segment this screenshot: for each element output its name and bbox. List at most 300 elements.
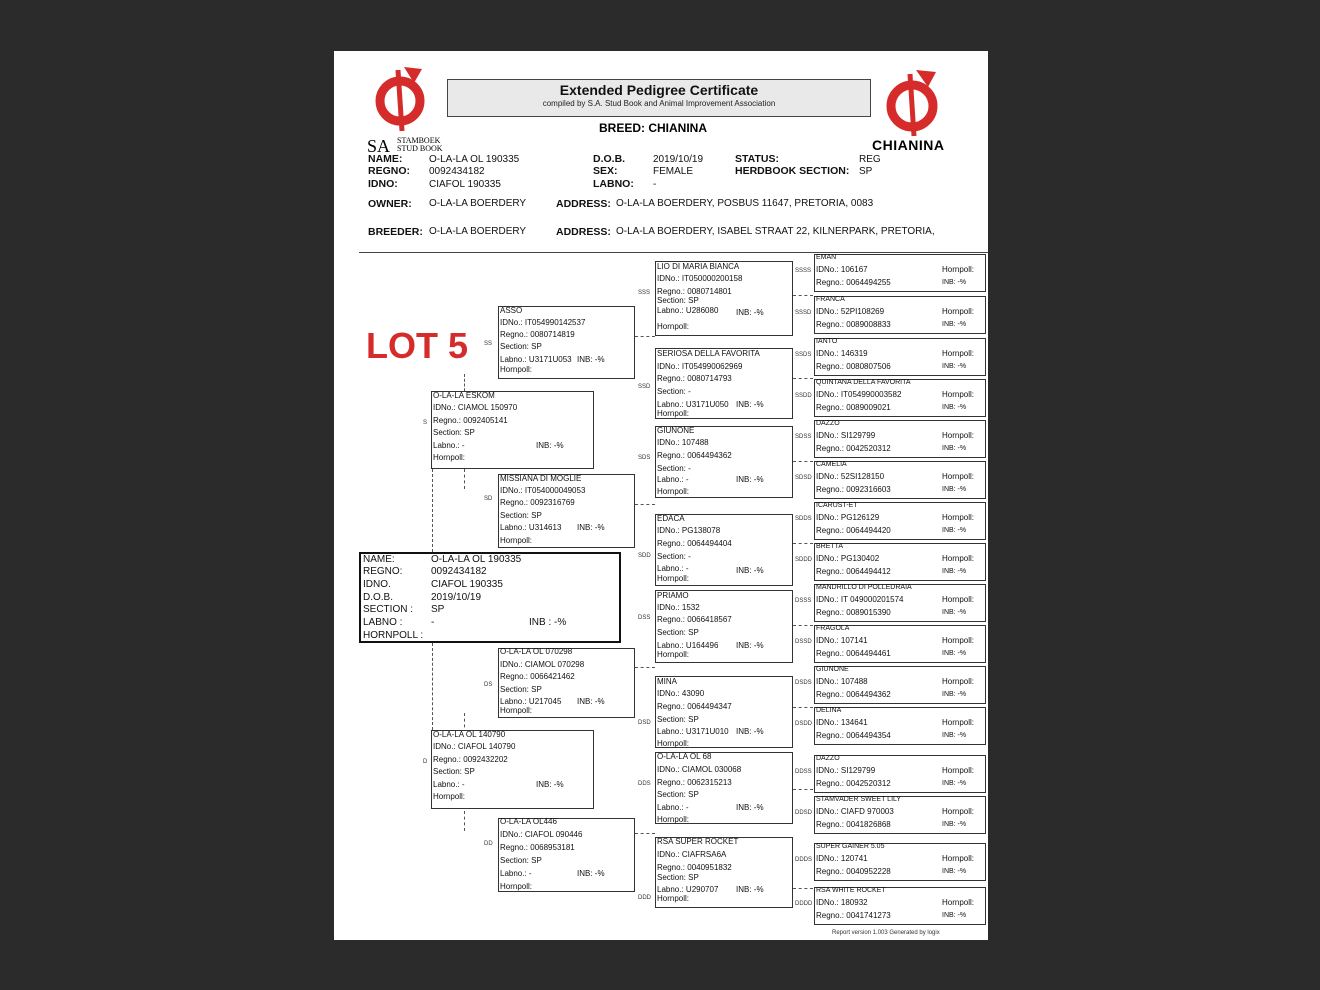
animal-hornpoll: Hornpoll: (657, 487, 690, 496)
animal-section: Section: SP (657, 628, 699, 637)
lineage-code: DDSS (795, 769, 812, 775)
pedigree-box-ddsd (814, 796, 986, 834)
animal-hornpoll: Hornpoll: (500, 365, 533, 374)
animal-hornpoll: Hornpoll: (942, 636, 975, 645)
animal-inb: INB: -% (942, 445, 967, 452)
animal-idno: IDNo.: 107488 (657, 438, 709, 447)
animal-regno: Regno.: 0068953181 (500, 843, 575, 852)
animal-idno: IDNo.: CIAMOL 150970 (433, 403, 518, 412)
animal-labno: Labno.: U286080 (657, 306, 719, 315)
idno-value: CIAFOL 190335 (429, 179, 501, 190)
animal-section: Section: SP (433, 767, 475, 776)
sa-logo-line2: STUD BOOK (397, 144, 443, 153)
connector (793, 707, 813, 708)
subject-animal-box (359, 552, 621, 643)
lineage-code: DDS (638, 781, 651, 787)
animal-idno: IDNo.: PG130402 (816, 554, 880, 563)
animal-idno: IDNo.: SI129799 (816, 766, 876, 775)
animal-name: ASSO (500, 306, 523, 315)
lot-label: LOT 5 (366, 325, 469, 366)
animal-inb: INB: -% (736, 475, 764, 484)
connector (635, 833, 655, 834)
subject-inb: INB : -% (529, 617, 567, 628)
animal-labno: Labno.: - (500, 869, 532, 878)
animal-hornpoll: Hornpoll: (942, 854, 975, 863)
subject-labno: - (431, 617, 435, 628)
animal-idno: IDNo.: PG126129 (816, 513, 880, 522)
animal-labno: Labno.: U3171U053 (500, 355, 572, 364)
lineage-code: SSD (638, 384, 651, 390)
lineage-code: SSS (638, 290, 651, 296)
animal-hornpoll: Hornpoll: (942, 265, 975, 274)
animal-name: STAMVADER SWEET LILY (816, 796, 902, 803)
animal-regno: Regno.: 0064494362 (657, 451, 732, 460)
animal-labno: Labno.: - (433, 780, 465, 789)
animal-inb: INB: -% (942, 321, 967, 328)
animal-inb: INB: -% (736, 727, 764, 736)
animal-inb: INB: -% (942, 821, 967, 828)
connector (793, 295, 813, 296)
lineage-code: SS (484, 341, 493, 347)
animal-inb: INB: -% (736, 308, 764, 317)
animal-name: RSA SUPER ROCKET (657, 837, 739, 846)
animal-regno: Regno.: 0040952228 (816, 867, 891, 876)
animal-regno: Regno.: 0064494420 (816, 526, 891, 535)
lineage-code: DDD (638, 895, 651, 901)
connector (432, 643, 433, 730)
animal-idno: IDNo.: CIAFD 970003 (816, 807, 894, 816)
name-label: NAME: (368, 153, 403, 165)
animal-idno: IDNo.: 107488 (816, 677, 868, 686)
animal-regno: Regno.: 0064494354 (816, 731, 891, 740)
subject-section: SP (431, 604, 445, 615)
animal-name: DAZZO (816, 755, 840, 762)
labno-value: - (653, 179, 657, 190)
animal-labno: Labno.: U3171U050 (657, 400, 729, 409)
pedigree-box-d (431, 730, 594, 809)
animal-hornpoll: Hornpoll: (500, 706, 533, 715)
lineage-code: SDS (638, 455, 651, 461)
animal-section: Section: - (657, 387, 691, 396)
pedigree-box-ssd (655, 348, 793, 419)
breeder-label: BREEDER: (368, 226, 423, 238)
animal-regno: Regno.: 0089015390 (816, 608, 891, 617)
connector (635, 504, 655, 505)
lineage-code: DSD (638, 720, 651, 726)
lineage-code: SDSS (795, 434, 812, 440)
lineage-code: DSSD (795, 639, 812, 645)
lineage-code: SDD (638, 553, 651, 559)
lineage-code: DSS (638, 615, 651, 621)
animal-inb: INB: -% (736, 566, 764, 575)
lineage-code: DDDD (795, 901, 813, 907)
animal-name: GIUNONE (816, 666, 849, 673)
animal-section: Section: SP (657, 790, 699, 799)
subject-labno-label: LABNO : (363, 617, 403, 628)
animal-name: FRAGOLA (816, 625, 850, 632)
pedigree-box-ssds (814, 338, 986, 376)
animal-hornpoll: Hornpoll: (942, 349, 975, 358)
animal-regno: Regno.: 0080807506 (816, 362, 891, 371)
animal-hornpoll: Hornpoll: (657, 894, 690, 903)
animal-inb: INB: -% (577, 355, 605, 364)
animal-regno: Regno.: 0064494362 (816, 690, 891, 699)
animal-idno: IDNo.: 107141 (816, 636, 868, 645)
herdbook-label: HERDBOOK SECTION: (735, 165, 850, 177)
animal-idno: IDNo.: IT054990062969 (657, 362, 743, 371)
animal-hornpoll: Hornpoll: (657, 409, 690, 418)
lineage-code: SSDS (795, 352, 812, 358)
animal-idno: IDNo.: CIAFOL 140790 (433, 742, 516, 751)
animal-inb: INB: -% (942, 912, 967, 919)
header-divider (359, 252, 988, 253)
connector (635, 336, 655, 337)
animal-regno: Regno.: 0080714819 (500, 330, 575, 339)
animal-name: SUPER GAINER 5.05 (816, 843, 885, 850)
breeder-address-label: ADDRESS: (556, 226, 611, 238)
animal-name: DAZZO (816, 420, 840, 427)
animal-name: CAMELIA (816, 461, 847, 468)
chianina-logo-name: CHIANINA (872, 137, 945, 153)
animal-inb: INB: -% (736, 885, 764, 894)
animal-regno: Regno.: 0042520312 (816, 444, 891, 453)
animal-section: Section: SP (500, 685, 542, 694)
animal-idno: IDNo.: IT054990003582 (816, 390, 902, 399)
animal-regno: Regno.: 0040951832 (657, 863, 732, 872)
animal-inb: INB: -% (942, 780, 967, 787)
connector (793, 625, 813, 626)
animal-hornpoll: Hornpoll: (500, 536, 533, 545)
breeder-address-value: O-LA-LA BOERDERY, ISABEL STRAAT 22, KILNERPARK, PRETORIA, (616, 226, 935, 237)
animal-name: MANDRILLO DI POLLEDRAIA (816, 584, 912, 591)
report-footer: Report version 1.003 Generated by logix (832, 930, 940, 936)
animal-idno: IDNo.: CIAFOL 090446 (500, 830, 583, 839)
connector (464, 811, 465, 831)
subject-idno: CIAFOL 190335 (431, 579, 503, 590)
dob-value: 2019/10/19 (653, 154, 704, 165)
animal-hornpoll: Hornpoll: (942, 513, 975, 522)
animal-regno: Regno.: 0064494461 (816, 649, 891, 658)
connector (793, 888, 813, 889)
lineage-code: DS (484, 682, 493, 688)
animal-idno: IDNo.: CIAMOL 070298 (500, 660, 585, 669)
regno-label: REGNO: (368, 165, 410, 177)
animal-hornpoll: Hornpoll: (657, 574, 690, 583)
animal-name: MINA (657, 677, 677, 686)
connector (793, 461, 813, 462)
pedigree-box-sd (498, 474, 635, 548)
animal-hornpoll: Hornpoll: (433, 792, 466, 801)
pedigree-box-sdds (814, 502, 986, 540)
animal-labno: Labno.: U217045 (500, 697, 562, 706)
animal-regno: Regno.: 0089009021 (816, 403, 891, 412)
pedigree-box-s (431, 391, 594, 469)
subject-name: O-LA-LA OL 190335 (431, 554, 522, 565)
animal-idno: IDNo.: IT 049000201574 (816, 595, 904, 604)
sa-logo-abbr: SA (367, 136, 391, 156)
lineage-code: SSSD (795, 310, 812, 316)
animal-idno: IDNo.: 43090 (657, 689, 705, 698)
animal-name: O-LA-LA ESKOM (433, 391, 495, 400)
animal-inb: INB: -% (942, 568, 967, 575)
animal-section: Section: SP (657, 296, 699, 305)
animal-hornpoll: Hornpoll: (500, 882, 533, 891)
animal-labno: Labno.: U314613 (500, 523, 562, 532)
animal-hornpoll: Hornpoll: (657, 815, 690, 824)
subject-dob-label: D.O.B. (363, 592, 394, 603)
lineage-code: S (423, 420, 428, 426)
idno-label: IDNO: (368, 178, 398, 190)
pedigree-box-sds (655, 426, 793, 498)
animal-inb: INB: -% (942, 732, 967, 739)
pedigree-box-dsdd (814, 707, 986, 745)
animal-inb: INB: -% (942, 609, 967, 616)
animal-hornpoll: Hornpoll: (657, 739, 690, 748)
animal-regno: Regno.: 0064494255 (816, 278, 891, 287)
name-value: O-LA-LA OL 190335 (429, 154, 520, 165)
animal-section: Section: SP (500, 856, 542, 865)
connector (793, 789, 813, 790)
connector (793, 543, 813, 544)
pedigree-box-sssd (814, 296, 986, 334)
animal-name: ICARUST-ET (816, 502, 858, 509)
owner-address-label: ADDRESS: (556, 198, 611, 210)
animal-name: MISSIANA DI MOGLIE (500, 474, 582, 483)
animal-inb: INB: -% (942, 691, 967, 698)
pedigree-box-sdd (655, 514, 793, 586)
sa-logo-line1: STAMBOEK (397, 136, 441, 145)
status-label: STATUS: (735, 153, 779, 165)
animal-labno: Labno.: U3171U010 (657, 727, 729, 736)
animal-section: Section: SP (500, 511, 542, 520)
animal-section: Section: SP (500, 342, 542, 351)
animal-inb: INB: -% (736, 803, 764, 812)
owner-address-value: O-LA-LA BOERDERY, POSBUS 11647, PRETORIA, 0083 (616, 198, 874, 209)
animal-labno: Labno.: - (433, 441, 465, 450)
animal-name: EMAN (816, 254, 837, 261)
owner-value: O-LA-LA BOERDERY (429, 198, 527, 209)
animal-name: LIO DI MARIA BIANCA (657, 262, 740, 271)
animal-inb: INB: -% (942, 404, 967, 411)
animal-hornpoll: Hornpoll: (657, 322, 690, 331)
animal-name: BRETTA (816, 543, 844, 550)
animal-idno: IDNo.: 52SI128150 (816, 472, 885, 481)
animal-regno: Regno.: 0066418567 (657, 615, 732, 624)
animal-labno: Labno.: - (657, 475, 689, 484)
animal-labno: Labno.: - (657, 564, 689, 573)
animal-name: O-LA-LA OL 070298 (500, 647, 573, 656)
animal-regno: Regno.: 0092316769 (500, 498, 575, 507)
breed-label: BREED: CHIANINA (599, 121, 707, 135)
animal-regno: Regno.: 0041826868 (816, 820, 891, 829)
animal-name: RSA WHITE ROCKET (816, 887, 886, 894)
animal-inb: INB: -% (942, 650, 967, 657)
subject-name-label: NAME: (363, 554, 395, 565)
pedigree-box-dd (498, 818, 635, 892)
animal-idno: IDNo.: 106167 (816, 265, 868, 274)
lineage-code: DSSS (795, 598, 812, 604)
pedigree-box-dsd (655, 676, 793, 748)
animal-name: FRANCA (816, 296, 845, 303)
animal-regno: Regno.: 0062315213 (657, 778, 732, 787)
animal-name: O-LA-LA OL 140790 (433, 730, 506, 739)
status-value: REG (859, 154, 881, 165)
animal-name: IANTO (816, 338, 838, 345)
animal-idno: IDNo.: IT054000049053 (500, 486, 586, 495)
animal-section: Section: - (657, 552, 691, 561)
animal-inb: INB: -% (942, 363, 967, 370)
pedigree-certificate-page (334, 51, 988, 940)
animal-idno: IDNo.: CIAMOL 030068 (657, 765, 742, 774)
lineage-code: SSSS (795, 268, 812, 274)
lineage-code: SD (484, 496, 493, 502)
animal-inb: INB: -% (577, 869, 605, 878)
lineage-code: DD (484, 841, 493, 847)
animal-inb: INB: -% (577, 697, 605, 706)
animal-inb: INB: -% (736, 400, 764, 409)
regno-value: 0092434182 (429, 166, 485, 177)
connector (464, 469, 465, 489)
subject-dob: 2019/10/19 (431, 592, 482, 603)
animal-section: Section: SP (657, 873, 699, 882)
animal-name: GIUNONE (657, 426, 695, 435)
animal-hornpoll: Hornpoll: (942, 595, 975, 604)
animal-hornpoll: Hornpoll: (942, 677, 975, 686)
animal-hornpoll: Hornpoll: (657, 650, 690, 659)
animal-regno: Regno.: 0066421462 (500, 672, 575, 681)
pedigree-box-dddd (814, 887, 986, 925)
pedigree-box-dsss (814, 584, 986, 622)
animal-regno: Regno.: 0064494404 (657, 539, 732, 548)
animal-name: DELINA (816, 707, 842, 714)
animal-section: Section: SP (433, 428, 475, 437)
animal-name: QUINTANA DELLA FAVORITA (816, 379, 911, 386)
lineage-code: SSDD (795, 393, 812, 399)
subject-regno: 0092434182 (431, 566, 487, 577)
animal-idno: IDNo.: PG138078 (657, 526, 721, 535)
animal-inb: INB: -% (942, 868, 967, 875)
lineage-code: SDSD (795, 475, 812, 481)
animal-hornpoll: Hornpoll: (942, 766, 975, 775)
animal-name: PRIAMO (657, 591, 689, 600)
animal-regno: Regno.: 0089008833 (816, 320, 891, 329)
pedigree-box-sdsd (814, 461, 986, 499)
sex-label: SEX: (593, 165, 618, 177)
certificate-title: Extended Pedigree Certificate (559, 82, 759, 98)
animal-idno: IDNo.: CIAFRSA6A (657, 850, 727, 859)
subject-regno-label: REGNO: (363, 566, 403, 577)
connector (635, 667, 655, 668)
animal-hornpoll: Hornpoll: (942, 898, 975, 907)
animal-idno: IDNo.: 120741 (816, 854, 868, 863)
animal-regno: Regno.: 0080714793 (657, 374, 732, 383)
lineage-code: DSDD (795, 721, 813, 727)
animal-labno: Labno.: U290707 (657, 885, 719, 894)
animal-idno: IDNo.: IT054990142537 (500, 318, 586, 327)
connector (793, 378, 813, 379)
pedigree-box-ss (498, 306, 635, 379)
animal-idno: IDNo.: SI129799 (816, 431, 876, 440)
pedigree-box-ssdd (814, 379, 986, 417)
pedigree-box-dds (655, 752, 793, 824)
pedigree-box-dsds (814, 666, 986, 704)
pedigree-box-ssss (814, 254, 986, 292)
pedigree-box-ds (498, 648, 635, 718)
animal-hornpoll: Hornpoll: (942, 431, 975, 440)
pedigree-box-sss (655, 261, 793, 336)
animal-idno: IDNo.: 146319 (816, 349, 868, 358)
animal-regno: Regno.: 0092432202 (433, 755, 508, 764)
animal-regno: Regno.: 0042520312 (816, 779, 891, 788)
animal-inb: INB: -% (942, 486, 967, 493)
animal-idno: IDNo.: 1532 (657, 603, 700, 612)
animal-inb: INB: -% (942, 279, 967, 286)
owner-label: OWNER: (368, 198, 412, 210)
animal-hornpoll: Hornpoll: (433, 453, 466, 462)
sa-logo-text (397, 137, 443, 153)
pedigree-box-ddds (814, 843, 986, 881)
animal-idno: IDNo.: 134641 (816, 718, 868, 727)
pedigree-box-dss (655, 590, 793, 663)
animal-regno: Regno.: 0080714801 (657, 287, 732, 296)
pedigree-box-ddss (814, 755, 986, 793)
animal-inb: INB: -% (942, 527, 967, 534)
animal-regno: Regno.: 0064494412 (816, 567, 891, 576)
animal-idno: IDNo.: 180932 (816, 898, 868, 907)
subject-idno-label: IDNO. (363, 579, 391, 590)
pedigree-box-sddd (814, 543, 986, 581)
animal-inb: INB: -% (536, 441, 564, 450)
animal-name: O-LA-LA OL446 (500, 817, 557, 826)
lineage-code: SDDS (795, 516, 812, 522)
animal-regno: Regno.: 0041741273 (816, 911, 891, 920)
animal-hornpoll: Hornpoll: (942, 807, 975, 816)
dob-label: D.O.B. (593, 153, 626, 165)
lineage-code: D (423, 759, 428, 765)
animal-inb: INB: -% (736, 641, 764, 650)
breeder-value: O-LA-LA BOERDERY (429, 226, 527, 237)
certificate-subtitle: compiled by S.A. Stud Book and Animal Improvement Association (542, 99, 776, 108)
labno-label: LABNO: (593, 178, 634, 190)
animal-labno: Labno.: U164496 (657, 641, 719, 650)
animal-regno: Regno.: 0092316603 (816, 485, 891, 494)
animal-section: Section: - (657, 464, 691, 473)
animal-hornpoll: Hornpoll: (942, 472, 975, 481)
animal-name: O-LA-LA OL 68 (657, 752, 712, 761)
pedigree-box-sdss (814, 420, 986, 458)
pedigree-box-ddd (655, 837, 793, 908)
title-box (447, 79, 871, 117)
herdbook-value: SP (859, 166, 873, 177)
sex-value: FEMALE (653, 166, 694, 177)
lineage-code: DDDS (795, 857, 813, 863)
subject-section-label: SECTION : (363, 604, 414, 615)
animal-hornpoll: Hornpoll: (942, 390, 975, 399)
animal-hornpoll: Hornpoll: (942, 554, 975, 563)
subject-hornpoll-label: HORNPOLL : (363, 630, 424, 641)
chianina-logo-icon (882, 68, 946, 140)
animal-inb: INB: -% (577, 523, 605, 532)
connector (432, 469, 433, 552)
animal-name: EDACA (657, 514, 685, 523)
animal-idno: IDNo.: 52PI108269 (816, 307, 885, 316)
animal-idno: IDNo.: IT050000200158 (657, 274, 743, 283)
lineage-code: DSDS (795, 680, 812, 686)
sa-studbook-logo-icon (370, 65, 432, 135)
animal-hornpoll: Hornpoll: (942, 307, 975, 316)
animal-name: SERIOSA DELLA FAVORITA (657, 349, 760, 358)
lineage-code: DDSD (795, 810, 813, 816)
